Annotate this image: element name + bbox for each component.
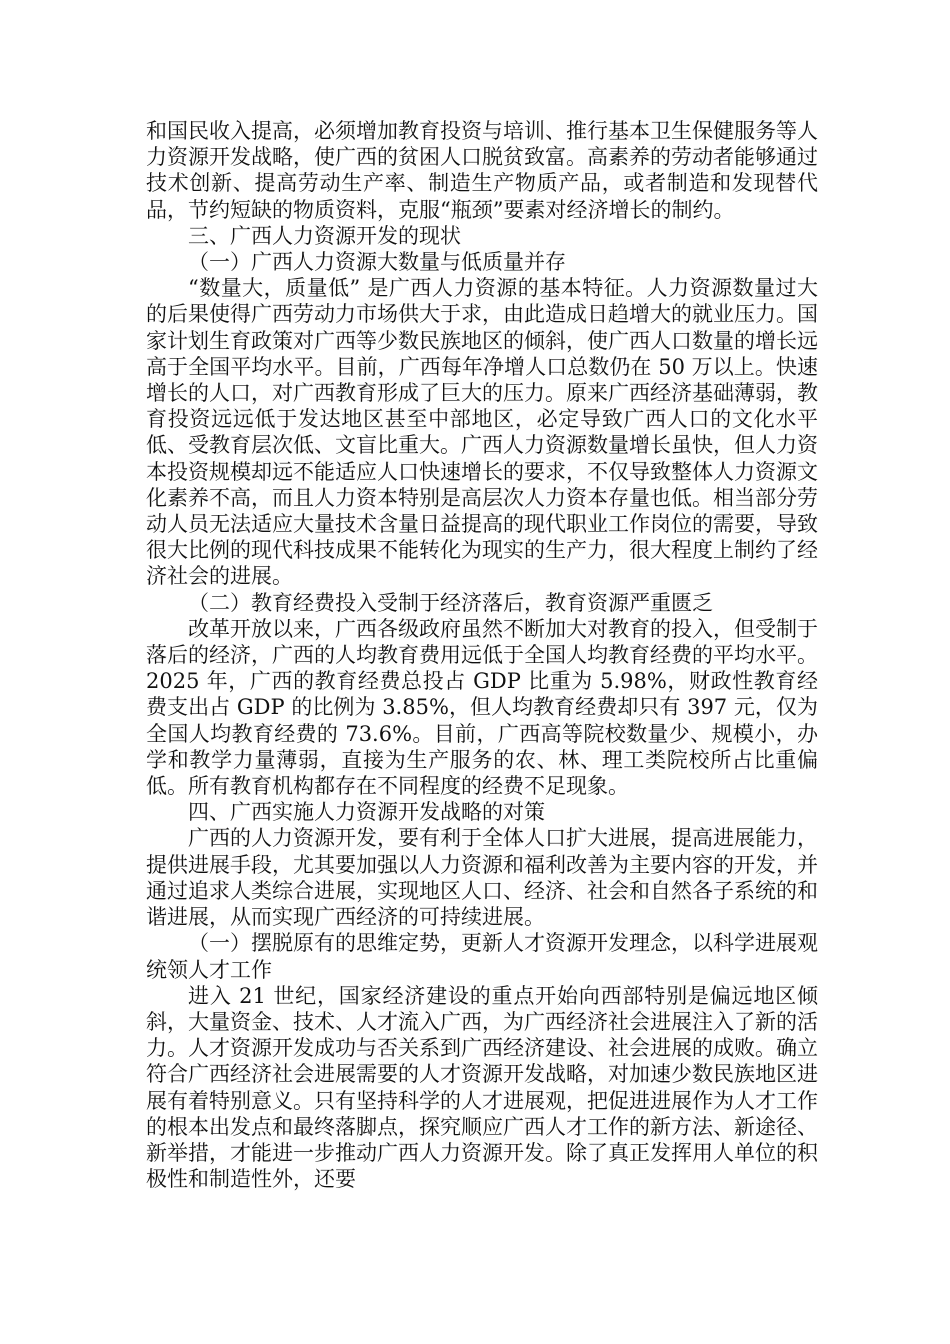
paragraph-intro: 和国民收入提高，必须增加教育投资与培训、推行基本卫生保健服务等人力资源开发战略，使广西的贫困人口脱贫致富。高素养的劳动者能够通过技术创新、提高劳动生产率、制造生产物质产品，或者制造和发现替代品，节约短缺的物质资料，克服“瓶颈”要素对经济增长的制约。 (146, 119, 818, 222)
subsection-heading-4-1: （一）摆脱原有的思维定势，更新人才资源开发理念，以科学进展观统领人才工作 (146, 931, 818, 982)
subsection-heading-3-2: （二）教育经费投入受制于经济落后，教育资源严重匮乏 (188, 590, 713, 615)
paragraph-education-funding: 改革开放以来，广西各级政府虽然不断加大对教育的投入，但受制于落后的经济，广西的人均教育费用远低于全国人均教育经费的平均水平。2025 年，广西的教育经费总投占 GDP 比重为 5.98%，财政性教育经费支出占 GDP 的比例为 3.85%，但人均教育经费却只有 397 元，仅为全国人均教育经费的 73.6%。目前，广西高等院校数量少、规模小，办学和教学力量薄弱，直接为生产服务的农、林、理工类院校所占比重偏低。所有教育机构都存在不同程度的经费不足现象。 (146, 616, 818, 799)
paragraph-strategy-intro: 广西的人力资源开发，要有利于全体人口扩大进展，提高进展能力，提供进展手段，尤其要加强以人力资源和福利改善为主要内容的开发，并通过追求人类综合进展，实现地区人口、经济、社会和自然各子系统的和谐进展，从而实现广西经济的可持续进展。 (146, 826, 818, 930)
paragraph-quantity-quality: “数量大，质量低” 是广西人力资源的基本特征。人力资源数量过大的后果使得广西劳动力市场供大于求，由此造成日趋增大的就业压力。国家计划生育政策对广西等少数民族地区的倾斜，使广西人口数量的增长远高于全国平均水平。目前，广西每年净增人口总数仍在 50 万以上。快速增长的人口，对广西教育形成了巨大的压力。原来广西经济基础薄弱，教育投资远远低于发达地区甚至中部地区，必定导致广西人口的文化水平低、受教育层次低、文盲比重大。广西人力资源数量增长虽快，但人力资本投资规模却远不能适应人口快速增长的要求，不仅导致整体人力资源文化素养不高，而且人力资本特别是高层次人力资本存量也低。相当部分劳动人员无法适应大量技术含量日益提高的现代职业工作岗位的需要，导致很大比例的现代科技成果不能转化为现实的生产力，很大程度上制约了经济社会的进展。 (146, 276, 818, 589)
document-page (146, 118, 818, 1192)
section-heading-4: 四、广西实施人力资源开发战略的对策 (188, 800, 545, 825)
section-heading-3: 三、广西人力资源开发的现状 (188, 223, 461, 248)
subsection-heading-3-1: （一）广西人力资源大数量与低质量并存 (188, 250, 566, 275)
paragraph-21st-century: 进入 21 世纪，国家经济建设的重点开始向西部特别是偏远地区倾斜，大量资金、技术、人才流入广西，为广西经济社会进展注入了新的活力。人才资源开发成功与否关系到广西经济建设、社会进展的成败。确立符合广西经济社会进展需要的人才资源开发战略，对加速少数民族地区进展有着特别意义。只有坚持科学的人才进展观，把促进进展作为人才工作的根本出发点和最终落脚点，探究顺应广西人才工作的新方法、新途径、新举措，才能进一步推动广西人力资源开发。除了真正发挥用人单位的积极性和制造性外，还要 (146, 983, 818, 1192)
